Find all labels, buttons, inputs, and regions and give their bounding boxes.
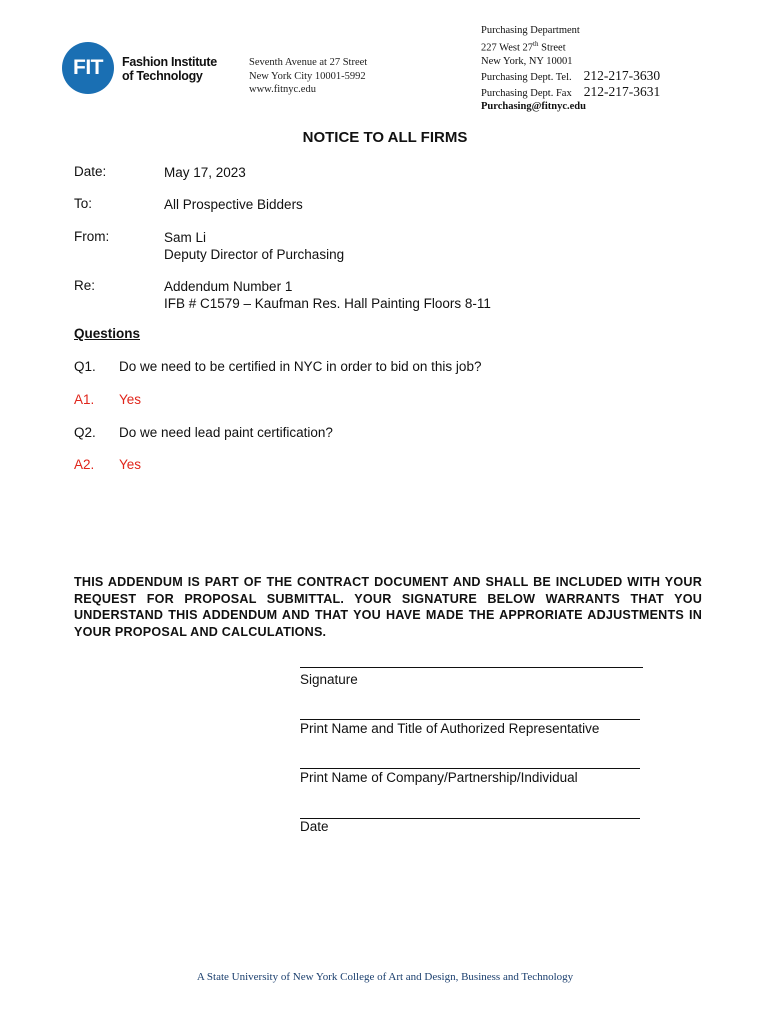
footer-tagline: A State University of New York College of Art and Design, Business and Technology [196,971,574,983]
answer-number: A1. [74,392,95,407]
company-name-line[interactable] [300,768,640,769]
print-name-label: Print Name and Title of Authorized Representative [300,721,600,736]
signature-line[interactable] [300,667,643,668]
answer-number: A2. [74,457,95,472]
purchasing-email[interactable]: Purchasing@fitnyc.edu [481,101,586,113]
signature-label: Signature [300,672,358,687]
questions-heading: Questions [74,326,141,341]
addendum-notice: THIS ADDENDUM IS PART OF THE CONTRACT DOCUMENT AND SHALL BE INCLUDED WITH YOUR REQUEST FOR PROPOSAL SUBMITTAL. YOUR SIGNATURE BELOW WARRANTS THAT YOU UNDERSTAND THIS ADDENDUM AND THAT YOU HAVE MADE THE APPRORIATE ADJUSTMENTS IN YOUR PROPOSAL AND CALCULATIONS. [74,575,702,639]
question-text: Do we need to be certified in NYC in order to bid on this job? [119,359,482,374]
fit-logo [62,42,114,94]
date-value: May 17, 2023 [164,165,246,180]
re-value: Addendum Number 1 IFB # C1579 – Kaufman Res. Hall Painting Floors 8-11 [164,279,491,311]
answer-text: Yes [119,392,142,407]
to-value: All Prospective Bidders [164,197,303,212]
re-label: Re: [74,278,96,293]
from-value: Sam Li Deputy Director of Purchasing [164,230,345,262]
print-name-line[interactable] [300,719,640,720]
page-title: NOTICE TO ALL FIRMS [302,129,468,146]
institution-name: Fashion Institute of Technology [122,55,217,83]
date-label: Date: [74,164,107,179]
from-label: From: [74,229,110,244]
sign-date-label: Date [300,819,329,834]
answer-text: Yes [119,457,142,472]
question-text: Do we need lead paint certification? [119,425,333,440]
institution-address: Seventh Avenue at 27 Street New York City 10001-5992 www.fitnyc.edu [249,57,368,95]
company-name-label: Print Name of Company/Partnership/Individual [300,770,578,785]
to-label: To: [74,196,93,211]
purchasing-dept-contact: Purchasing Department 227 West 27th Street New York, NY 10001 Purchasing Dept. Tel. 212-217-3630 Purchasing Dept. Fax 212-217-3631 Purchasing@fitnyc.edu [481,25,661,113]
question-number: Q2. [74,425,96,440]
logo-mark: FIT [73,56,103,79]
question-number: Q1. [74,359,96,374]
date-line[interactable] [300,818,640,819]
